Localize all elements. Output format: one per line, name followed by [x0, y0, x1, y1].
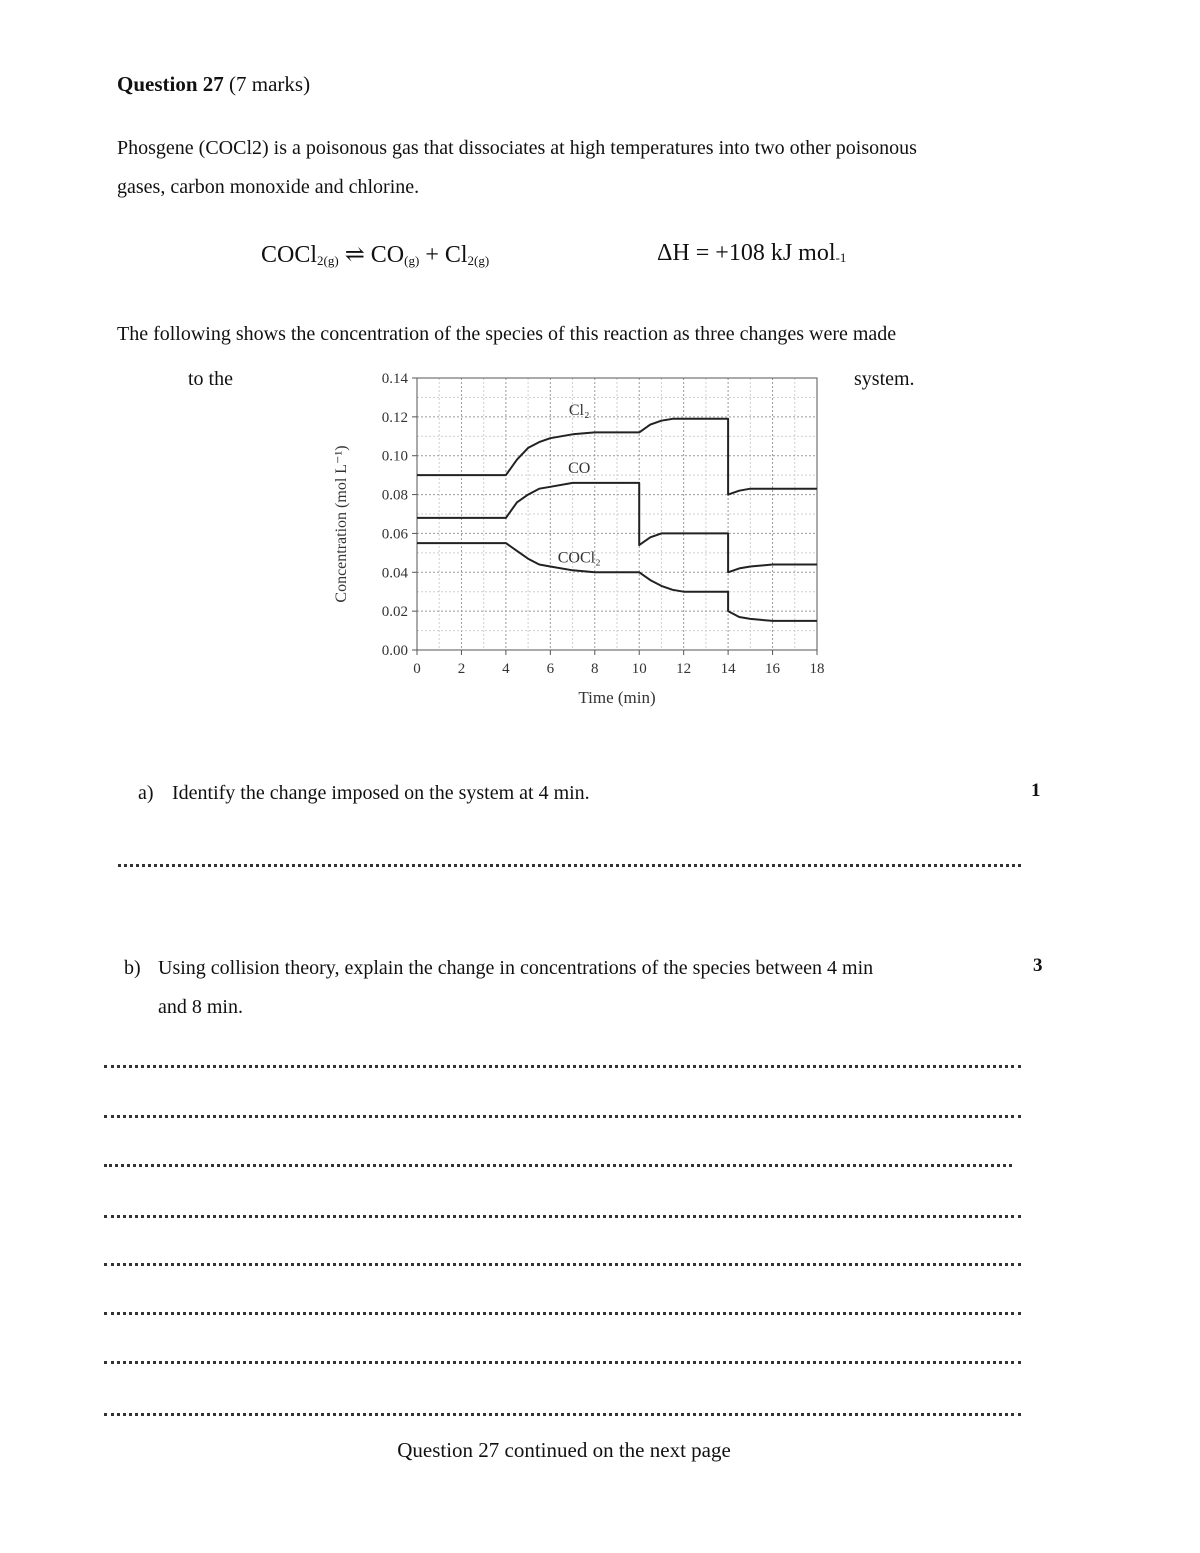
part-a-text: Identify the change imposed on the system at 4 min.	[172, 782, 590, 804]
plus-sign: +	[419, 242, 445, 268]
x-axis-label: Time (min)	[578, 688, 656, 707]
y-tick-label: 0.02	[381, 604, 408, 621]
graph-intro-right-text: system.	[854, 368, 915, 390]
y-tick-label: 0.08	[381, 487, 408, 504]
x-tick-label: 4	[502, 661, 510, 677]
y-tick-label: 0.10	[381, 448, 408, 465]
x-tick-label: 14	[720, 661, 736, 677]
continued-footer: Question 27 continued on the next page	[397, 1438, 731, 1462]
question-marks: (7 marks)	[229, 72, 311, 96]
answer-line-b4[interactable]	[104, 1215, 1021, 1218]
y-tick-label: 0.12	[381, 409, 408, 426]
x-tick-label: 2	[457, 661, 466, 677]
enthalpy-change	[657, 240, 846, 267]
y-tick-label: 0.00	[381, 643, 408, 659]
x-tick-label: 6	[546, 661, 555, 677]
part-b-line-1: Using collision theory, explain the change in concentrations of the species between 4 min	[158, 957, 874, 979]
x-tick-label: 18	[809, 661, 825, 677]
answer-line-b3[interactable]	[104, 1164, 1012, 1167]
part-b-marks: 3	[1033, 955, 1043, 976]
y-tick-label: 0.06	[381, 526, 408, 543]
answer-line-b2[interactable]	[104, 1115, 1021, 1118]
chart-axes	[412, 378, 817, 655]
part-b-line-2: and 8 min.	[158, 996, 243, 1018]
product1-formula: CO	[370, 242, 405, 268]
y-axis-label: Concentration (mol L⁻¹)	[333, 445, 350, 603]
equilibrium-arrow: ⇌	[338, 242, 371, 268]
series-label: Cl₂	[568, 401, 590, 419]
graph-intro-line-1: The following shows the concentration of the species of this reaction as three changes were made	[117, 323, 897, 345]
answer-line-b6[interactable]	[104, 1312, 1021, 1315]
answer-line-b5[interactable]	[104, 1263, 1021, 1266]
enthalpy-unit-exponent: -1	[835, 250, 847, 265]
x-tick-label: 16	[765, 661, 781, 677]
x-tick-label: 12	[676, 661, 692, 677]
answer-line-b7[interactable]	[104, 1361, 1021, 1364]
chart-grid	[417, 378, 817, 650]
answer-line-b1[interactable]	[104, 1065, 1021, 1068]
question-title: Question 27	[117, 72, 224, 96]
reaction-equation	[261, 240, 489, 269]
answer-line-a1[interactable]	[118, 864, 1021, 867]
graph-intro-left-text: to the	[188, 368, 233, 390]
reactant-formula: COCl	[261, 242, 318, 268]
part-a-label: a)	[138, 782, 154, 804]
y-tick-label: 0.04	[381, 565, 408, 582]
intro-line-2: gases, carbon monoxide and chlorine.	[117, 176, 420, 198]
product2-subscript: 2(g)	[467, 253, 490, 268]
x-tick-label: 10	[631, 661, 647, 677]
part-a-marks: 1	[1031, 780, 1041, 801]
product1-subscript: (g)	[404, 253, 420, 268]
question-heading	[117, 72, 310, 97]
series-label: COCl₂	[557, 549, 601, 567]
x-tick-label: 0	[413, 661, 421, 677]
part-b-label: b)	[124, 957, 141, 979]
answer-line-b8[interactable]	[104, 1413, 1021, 1416]
x-tick-label: 8	[591, 661, 599, 677]
product2-formula: Cl	[444, 242, 468, 268]
enthalpy-value: ΔH = +108 kJ mol	[657, 240, 836, 266]
intro-line-1: Phosgene (COCl2) is a poisonous gas that dissociates at high temperatures into two other poisonous	[117, 137, 917, 159]
y-tick-label: 0.14	[381, 371, 408, 387]
reactant-subscript: 2(g)	[317, 253, 339, 268]
series-label: CO	[568, 460, 591, 478]
concentration-time-chart	[320, 362, 840, 712]
